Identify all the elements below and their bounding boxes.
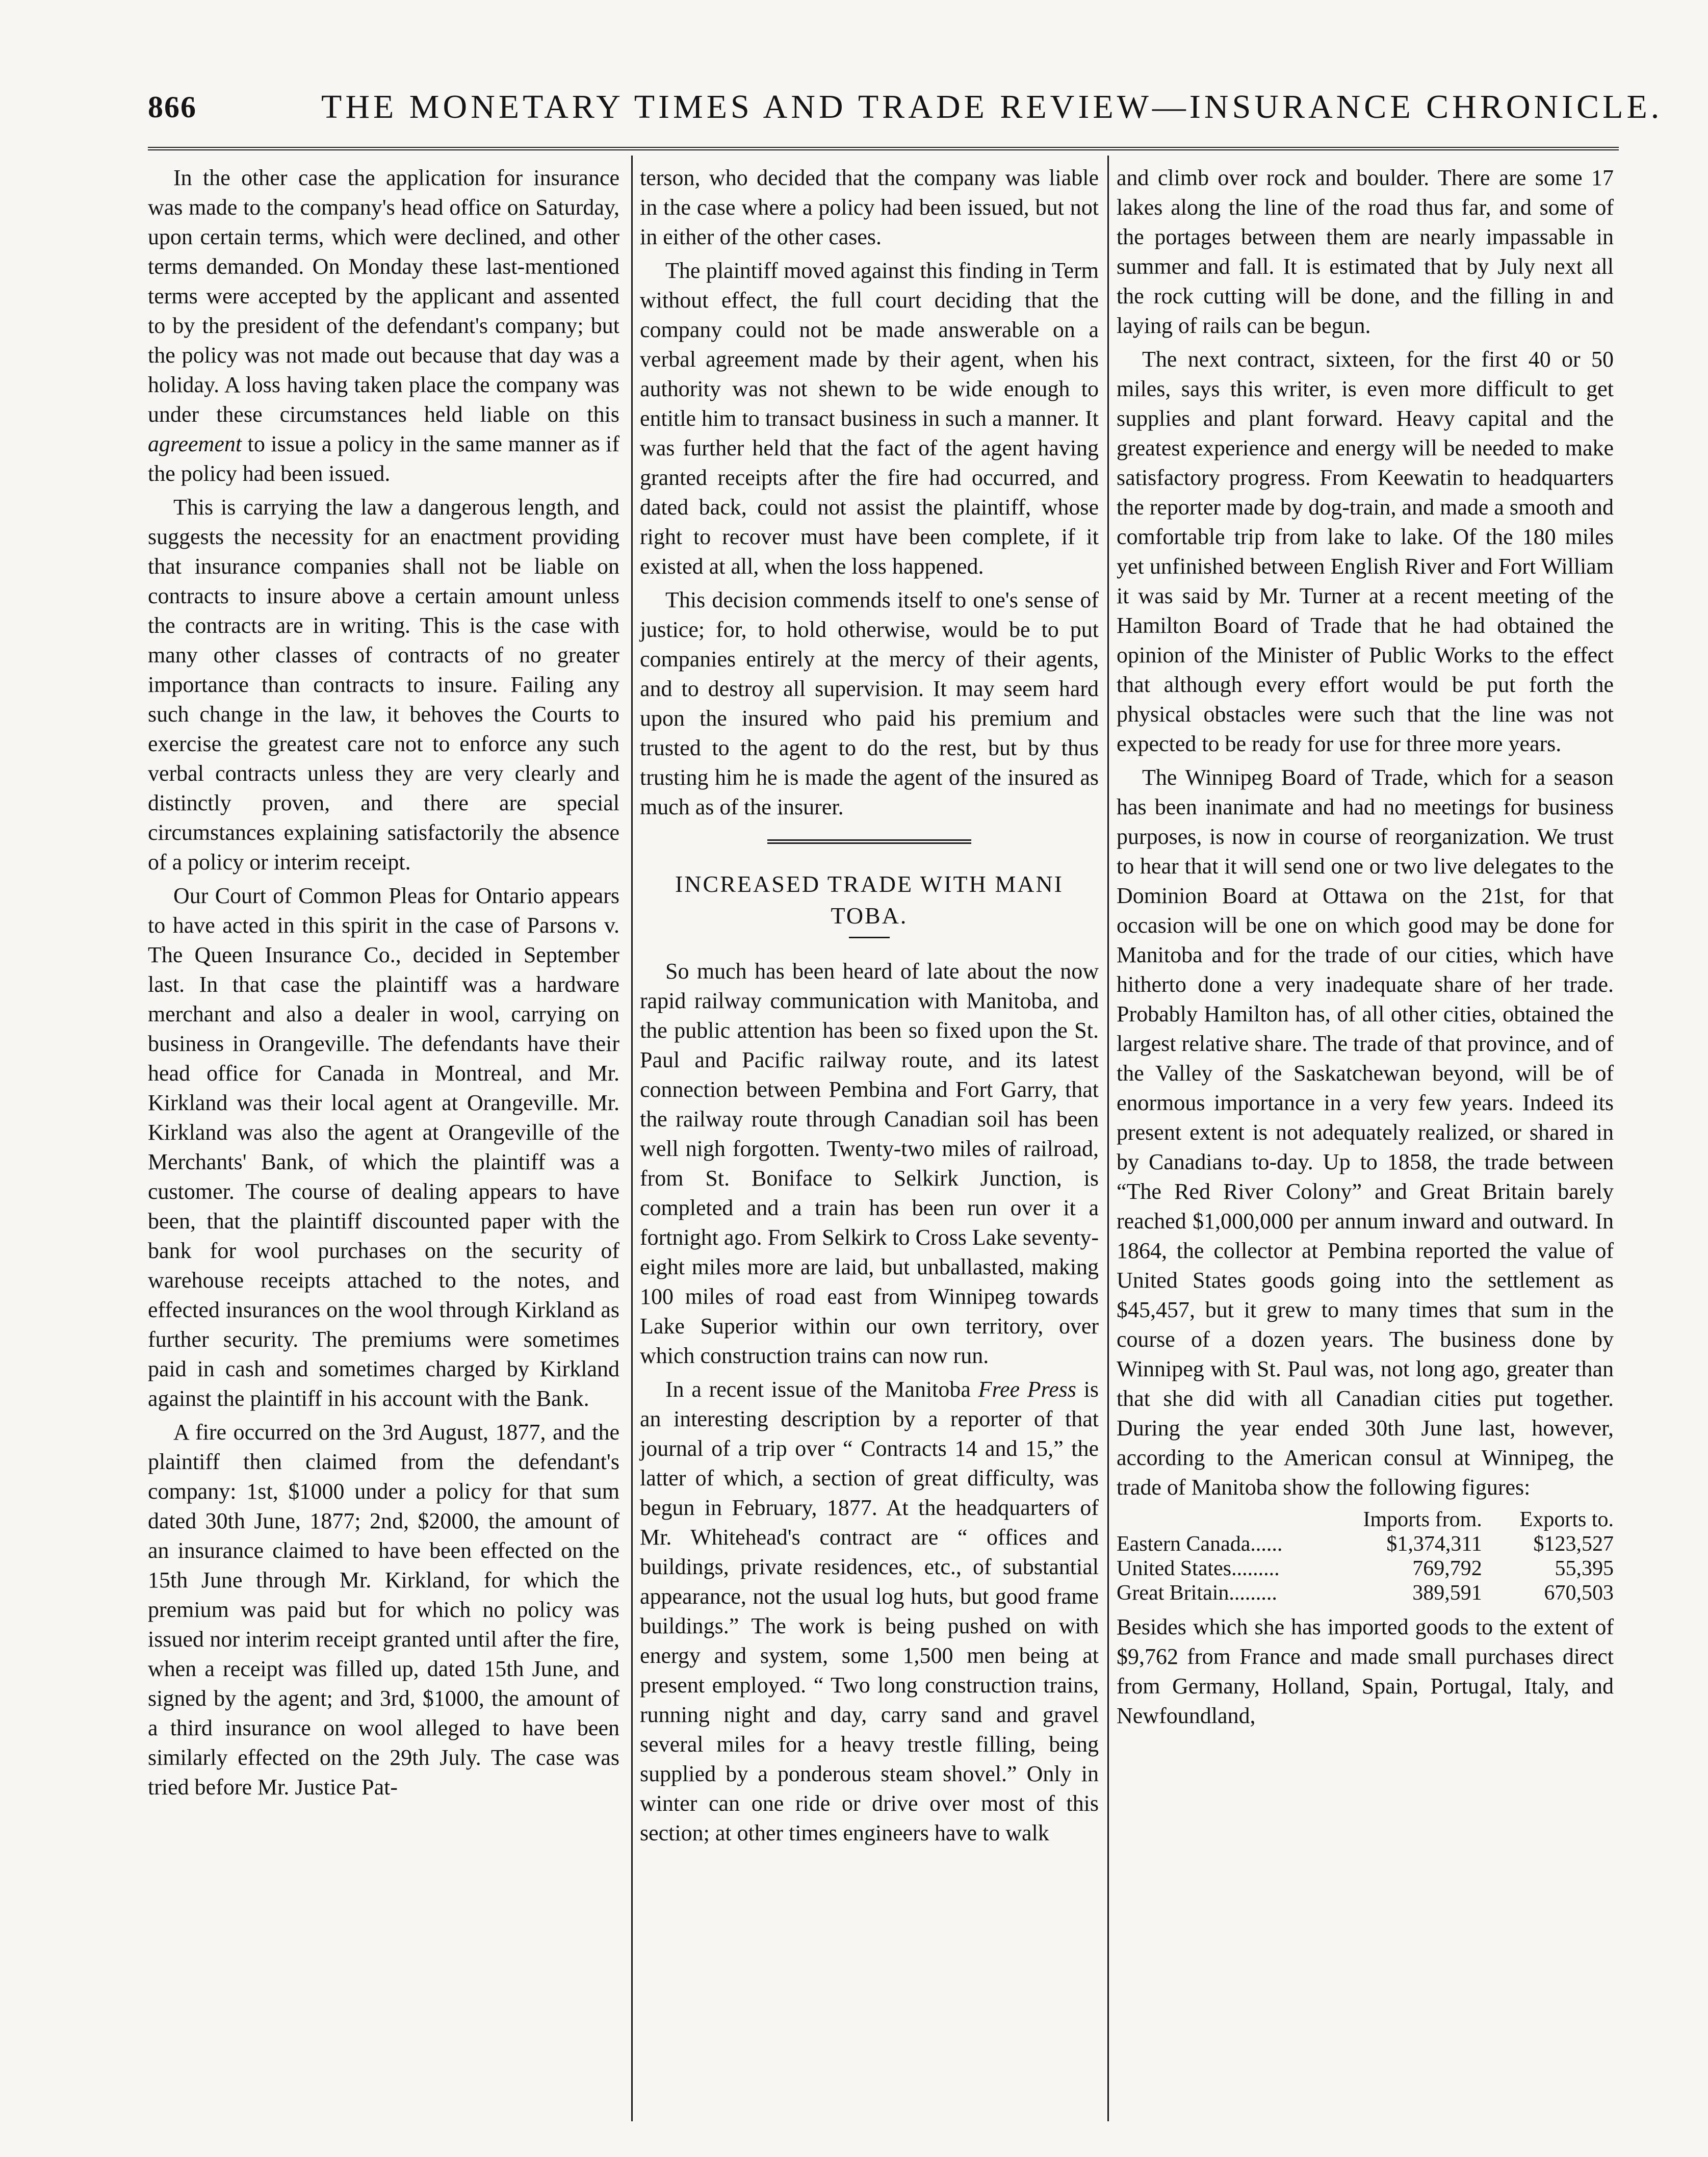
- paragraph: In the other case the application for insurance was made to the company's head office on Saturday, upon certain terms, which were declined, and other terms demanded. On Monday these last-mentioned terms were accepted by the applicant and assented to by the president of the defendant's company; but the policy was not made out because that day was a holiday. A loss having taken place the company was under these circumstances held liable on this agreement to issue a policy in the same manner as if the policy had been issued.: [148, 165, 620, 486]
- paragraph: The next contract, sixteen, for the first 40 or 50 miles, says this writer, is even more difficult to get supplies and plant forward. Heavy capital and the greatest experience and energy will be needed to make satisfactory progress. From Keewatin to headquarters the reporter made by dog-train, and made a smooth and comfortable trip from lake to lake. Of the 180 miles yet unfinished between English River and Fort William it was said by Mr. Turner at a recent meeting of the Hamilton Board of Trade that he had obtained the opinion of the Minister of Public Works to the effect that although every effort would be put forth the physical obstacles were such that the line was not expected to be ready for use for three more years.: [1117, 347, 1614, 756]
- page-header: [148, 86, 1663, 142]
- table-row: [1117, 1532, 1614, 1556]
- row-label: Eastern Canada......: [1117, 1532, 1283, 1556]
- paragraph: This decision commends itself to one's sense of justice; for, to hold otherwise, would be to put companies entirely at the mercy of their agents, and to destroy all supervision. It may seem hard upon the insured who paid his premium and trusted to the agent to do the rest, but by thus trusting him he is made the agent of the insured as much as of the insurer.: [640, 587, 1099, 819]
- paragraph: This is carrying the law a dangerous length, and suggests the necessity for an enactment providing that insurance companies shall not be liable on contracts to insure above a certain amount unless the contracts are in writing. This is the case with many other classes of contracts of no greater importance than contracts to insure. Failing any such change in the law, it behoves the Courts to exercise the greatest care not to enforce any such verbal contracts unless they are very clearly and distinctly proven, and there are special circumstances explaining satisfactorily the absence of a policy or interim receipt.: [148, 495, 619, 875]
- column-header: Imports from.: [1363, 1508, 1482, 1531]
- imports-value: 389,591: [1412, 1581, 1482, 1605]
- paragraph: So much has been heard of late about the now rapid railway communication with Manitoba, and the public attention has been so fixed upon the St. Paul and Pacific railway route, and its latest connection between Pembina and Fort Garry, that the railway route through Canadian soil has been well nigh forgotten. Twenty-two miles of railroad, from St. Boniface to Selkirk Junction, is completed and a train has been run over it a fortnight ago. From Selkirk to Cross Lake seventy-eight miles more are laid, but unballasted, making 100 miles of road east from Winnipeg towards Lake Superior within our own territory, over which construction trains can now run.: [640, 959, 1099, 1368]
- exports-value: 55,395: [1555, 1557, 1614, 1580]
- column-3: [1117, 163, 1614, 1735]
- column-divider-1: [631, 156, 633, 2121]
- running-title: THE MONETARY TIMES AND TRADE REVIEW—INSURANCE CHRONICLE.: [321, 88, 1663, 125]
- imports-value: 769,792: [1412, 1557, 1482, 1580]
- headline-rule: [849, 937, 890, 938]
- paragraph: The Winnipeg Board of Trade, which for a season has been inanimate and had no meetings for business purposes, is now in course of reorganization. We trust to hear that it will send one or two live delegates to the Dominion Board at Ottawa on the 21st, for that occasion will be one on which good may be done for Manitoba and for the trade of our cities, which have hitherto done a very inadequate share of her trade. Probably Hamilton has, of all other cities, obtained the largest relative share. The trade of that province, and of the Valley of the Saskatchewan beyond, will be of enormous importance in a very few years. Indeed its present extent is not adequately realized, or shared in by Canadians to-day. Up to 1858, the trade between “The Red River Colony” and Great Britain barely reached $1,000,000 per annum inward and outward. In 1864, the collector at Pembina reported the value of United States goods going into the settlement as $45,457, but it grew to many times that sum in the course of a dozen years. The business done by Winnipeg with St. Paul was, not long ago, greater than that she did with all Canadian cities put together. During the year ended 30th June last, however, according to the American consul at Winnipeg, the trade of Manitoba show the following figures:: [1117, 765, 1614, 1500]
- section-divider: [767, 839, 971, 844]
- column-1: [148, 163, 619, 1806]
- table-row: [1117, 1556, 1614, 1581]
- header-rule: [148, 147, 1619, 150]
- paragraph: terson, who decided that the company was liable in the case where a policy had been issued, but not in either of the other cases.: [640, 165, 1099, 249]
- column-divider-2: [1107, 156, 1109, 2121]
- page-number: 866: [148, 90, 197, 124]
- table-header-row: [1117, 1507, 1614, 1532]
- trade-figures-table: [1117, 1507, 1614, 1605]
- italic-word: Free Press: [978, 1377, 1076, 1402]
- row-label: Great Britain.........: [1117, 1581, 1277, 1605]
- column-header: Exports to.: [1519, 1508, 1614, 1531]
- column-2: [640, 163, 1099, 1852]
- article-headline: INCREASED TRADE WITH MANI TOBA.: [675, 871, 1064, 929]
- row-label: United States.........: [1117, 1557, 1280, 1580]
- table-row: [1117, 1581, 1614, 1605]
- imports-value: $1,374,311: [1386, 1532, 1482, 1556]
- paragraph: The plaintiff moved against this finding in Term without effect, the full court deciding that the company could not be made answerable on a verbal agreement made by their agent, when his authority was not shewn to be wide enough to entitle him to transact business in such a manner. It was further held that the fact of the agent having granted receipts after the fire had occurred, and dated back, could not assist the plaintiff, whose right to recover must have been complete, if it existed at all, when the loss happened.: [640, 258, 1099, 579]
- italic-word: agreement: [148, 431, 242, 456]
- paragraph: Besides which she has imported goods to the extent of $9,762 from France and made small purchases direct from Germany, Holland, Spain, Portugal, Italy, and Newfoundland,: [1117, 1614, 1614, 1728]
- paragraph: In a recent issue of the Manitoba Free Press is an interesting description by a reporter of that journal of a trip over “ Contracts 14 and 15,” the latter of which, a section of great difficulty, was begun in February, 1877. At the headquarters of Mr. Whitehead's contract are “ offices and buildings, private residences, etc., of substantial appearance, not the usual log huts, but good frame buildings.” The work is being pushed on with energy and system, some 1,500 men being at present employed. “ Two long construction trains, running night and day, carry sand and gravel several miles for a heavy trestle filling, being supplied by a ponderous steam shovel.” Only in winter can one ride or drive over most of this section; at other times engineers have to walk: [640, 1377, 1099, 1845]
- exports-value: $123,527: [1533, 1532, 1614, 1556]
- paragraph: Our Court of Common Pleas for Ontario appears to have acted in this spirit in the case of Parsons v. The Queen Insurance Co., decided in September last. In that case the plaintiff was a hardware merchant and also a dealer in wool, carrying on business in Orangeville. The defendants have their head office for Canada in Montreal, and Mr. Kirkland was their local agent at Orangeville. Mr. Kirkland was also the agent at Orangeville of the Merchants' Bank, of which the plaintiff was a customer. The course of dealing appears to have been, that the plaintiff discounted paper with the bank for wool purchases on the security of warehouse receipts attached to the notes, and effected insurances on the wool through Kirkland as further security. The premiums were sometimes paid in cash and sometimes charged by Kirkland against the plaintiff in his account with the Bank.: [148, 883, 619, 1411]
- paragraph: and climb over rock and boulder. There are some 17 lakes along the line of the road thus far, and some of the portages between them are nearly impassable in summer and fall. It is estimated that by July next all the rock cutting will be done, and the filling in and laying of rails can be begun.: [1117, 165, 1614, 338]
- paragraph: A fire occurred on the 3rd August, 1877, and the plaintiff then claimed from the defendant's company: 1st, $1000 under a policy for that sum dated 30th June, 1877; 2nd, $2000, the amount of an insurance claimed to have been effected on the 15th June through Mr. Kirkland, for which the premium was paid but for which no policy was issued nor interim receipt granted until after the fire, when a receipt was filled up, dated 15th June, and signed by the agent; and 3rd, $1000, the amount of a third insurance on wool alleged to have been similarly effected on the 29th July. The case was tried before Mr. Justice Pat-: [148, 1420, 619, 1800]
- exports-value: 670,503: [1544, 1581, 1614, 1605]
